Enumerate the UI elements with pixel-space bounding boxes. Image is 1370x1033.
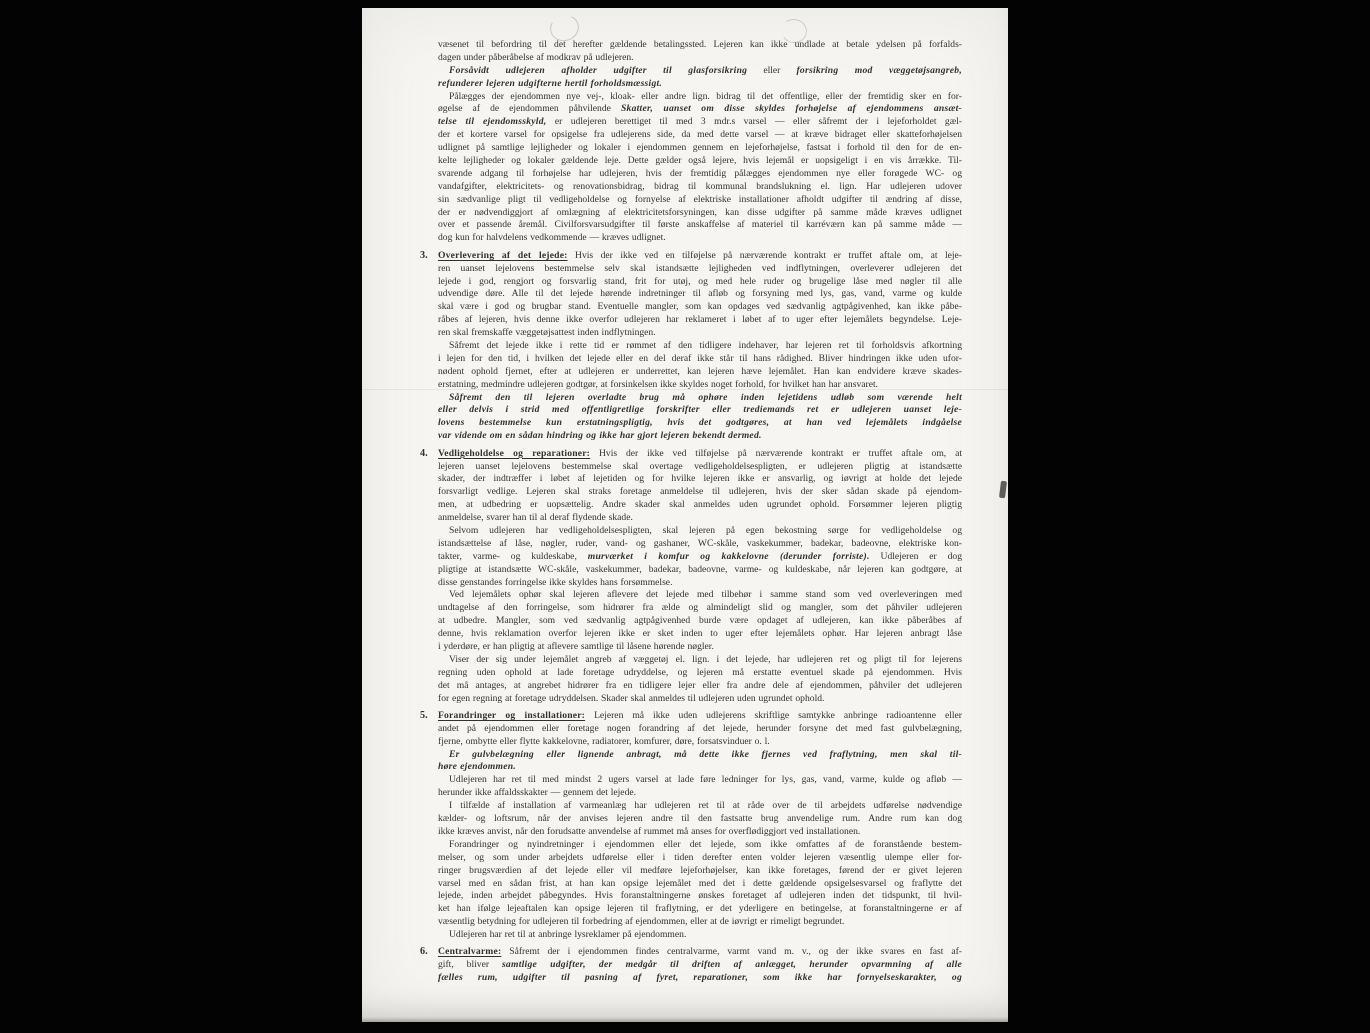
text-run: denne, hvis reklamation overfor lejeren ikke er sket inden to uger efter lejemålets ophør. Har lejeren anbragt låse: [438, 628, 962, 640]
text-line: [438, 564, 962, 577]
text-line: [438, 91, 962, 104]
text-line: [438, 761, 962, 774]
text-run: Pålægges der ejendommen nye vej-, kloak- eller andre lign. bidrag til det offentlige, eller der fremtidig sker en for-: [449, 90, 962, 102]
text-run: væsentlig betydning for udlejeren til forbedring af ejendommen, eller at de iøvrigt er rimeligt begrundet.: [438, 916, 845, 928]
text-line: [438, 641, 962, 654]
text-run: Ved lejemålets ophør skal lejeren aflevere det lejede med tilbehør i samme stand som ved overleveringen med: [449, 589, 962, 601]
text-line: [438, 116, 962, 129]
text-run: sin sædvanlige pligt til vedligeholdelse og fornyelse af elektriske installationer afholdt udgifter til ændring af disse,: [438, 193, 962, 205]
text-run: forsvarligt vedlige. Lejeren skal straks foretage anmeldelse til udlejeren, hvis der sker sådan skade på ejendom-: [438, 486, 962, 498]
text-run: melser, og som under arbejdets udførelse eller i tiden derefter enten volder lejeren væsentlig ulempe eller for-: [438, 851, 962, 863]
text-line: [438, 379, 962, 392]
text-line: [438, 615, 962, 628]
text-line: [438, 774, 962, 787]
text-line: [438, 219, 962, 232]
paragraph: [438, 654, 962, 706]
text-run: Forandringer og nyindretninger i ejendommen eller det lejede, som ikke omfattes af de foranstående bestem-: [449, 838, 962, 850]
emphasized-text-run: samtlige udgifter, der medgår til driften af anlægget, herunder opvarmning af alle: [501, 959, 962, 971]
emphasized-text-run: murværket i komfur og kakkelovne (derunder forriste).: [587, 550, 870, 562]
text-run: kelte lejligheder og lokaler gældende leje. Dette gælder også lejere, hvis lejemål er uopsigeligt i en vis årrække. Til-: [438, 155, 962, 167]
text-line: [438, 878, 962, 891]
clause-heading: Overlevering af det lejede:: [438, 249, 568, 261]
text-line: [438, 78, 962, 91]
text-run: anmeldelse, svarer han til al deraf flydende skade.: [438, 512, 633, 524]
text-run: udvendige døre. Alle til det lejede hørende indretninger til afløb og forsyning med lys, gas, vand, varme og kulde: [438, 288, 962, 300]
text-line: [438, 486, 962, 499]
emphasized-text-run: var vidende om en sådan hindring og ikke har gjort lejeren bekendt dermed.: [438, 430, 762, 442]
text-run: udlignet på samtlige lejligheder og lokaler i ejendommen gennem en lejeforhøjelse, fastsat i forhold til den for de en-: [438, 142, 962, 154]
emphasized-text-run: høre ejendommen.: [438, 761, 516, 773]
text-line: [438, 52, 962, 65]
text-line: [438, 155, 962, 168]
text-line: [438, 417, 962, 430]
text-run: pligtige at istandsætte WC-skåle, vaskekummer, badekar, badeovne, varme- og kuldeskabe, når lejeren kan godtgøre, at: [438, 563, 962, 575]
text-line: [438, 680, 962, 693]
text-line: [438, 736, 962, 749]
text-line: [438, 852, 962, 865]
text-line: [438, 181, 962, 194]
ink-smudge-right-edge: [999, 481, 1007, 499]
emphasized-text-run: eller delvis i strid med offentligretlige forskrifter eller trediemands ret er udlejeren uanset leje-: [438, 404, 962, 416]
text-run: disse genstandes forringelse ikke skyldes hans forsømmelse.: [438, 576, 673, 588]
text-run: ren skal fremskaffe væggetøjsattest inden indflytningen.: [438, 327, 656, 339]
emphasized-text-run: lovens bestemmelse kun erstatningspligtig, hvis det godtgøres, at han ved lejemålets indgåelse: [438, 417, 962, 429]
text-run: Selvom udlejeren har vedligeholdelsespligten, skal lejeren på egen bekostning sørge for vedligeholdelse og: [449, 524, 962, 536]
text-run: Udlejeren har ret til med mindst 2 ugers varsel at lade føre ledninger for lys, gas, vand, varme, kulde og afløb —: [449, 774, 962, 786]
text-run: andet på ejendommen eller foretage nogen forandring af det lejede, herunder forsyne det med fast gulvbelægning,: [438, 722, 962, 734]
text-line: [438, 461, 962, 474]
text-line: [438, 448, 962, 461]
text-line: [438, 366, 962, 379]
clause-number: 4.: [420, 447, 428, 459]
text-line: [438, 839, 962, 852]
text-line: [438, 723, 962, 736]
text-run: er udlejeren berettiget til med 3 mdr.s varsel — eller såfremt der i lejeforholdet gæl-: [546, 116, 962, 128]
text-run: Hvis der ikke ved en tilføjelse på nærværende kontrakt er truffet aftale om, at leje-: [567, 249, 962, 261]
emphasized-text-run: Er gulvbelægning eller lignende anbragt, må dette ikke fjernes ved fraflytning, men skal til-: [449, 748, 962, 760]
contract-clause: [420, 249, 962, 340]
text-line: [438, 65, 962, 78]
emphasized-text-run: forsikring mod væggetøjsangreb,: [796, 64, 962, 76]
contract-clause: [420, 709, 962, 749]
text-line: [438, 392, 962, 405]
text-run: undtagelse af den forringelse, som hidrører fra ælde og almindeligt slid og mangler, som det påhviler udlejeren: [438, 602, 962, 614]
text-line: [438, 826, 962, 839]
contract-clause: [420, 946, 962, 985]
text-run: eller: [747, 64, 797, 76]
emphasized-text-run: fælles rum, udgifter til pasning af fyret, reparationer, som ikke har fornyelseskarakter, og: [438, 972, 962, 984]
text-run: Udlejeren har ret til at anbringe lysreklamer på ejendommen.: [449, 929, 687, 941]
text-run: lejede, inden arbejdet påbegyndes. Hvis foranstaltningerne ønskes foretaget af udlejeren inden det tidspunkt, til hvil-: [438, 890, 962, 902]
text-line: [438, 628, 962, 641]
clause-number: 6.: [420, 946, 428, 958]
text-run: I tilfælde af installation af varmeanlæg har udlejeren ret til at råde over de til arbejdets udførelse nødvendige: [449, 800, 962, 812]
text-line: [438, 787, 962, 800]
text-run: ringer brugsværdien af det lejede eller vil medføre lejeforhøjelser, kan ikke foretages, førend der er givet lejeren: [438, 864, 962, 876]
paragraph: [438, 340, 962, 392]
text-run: herunder ikke affaldsskakter — gennem det lejede.: [438, 787, 637, 799]
text-run: lejeren uanset lejelovens bestemmelse skal overtage vedligeholdelsespligten, er udlejeren pligtig at istandsætte: [438, 460, 962, 472]
text-run: svarende adgang til forhøjelse har udlejeren, hvis der fremtidig pålægges ejendommen nye eller forøgede WC- og: [438, 167, 962, 179]
document-page: [362, 8, 1008, 1022]
text-run: væsenet til befordring til det herefter gældende betalingssted. Lejeren kan ikke undlade at betale ydelsen på forfalds-: [438, 39, 962, 50]
text-run: ren uanset lejelovens bestemmelse selv skal istandsætte lejligheden ved indflytningen, overleverer udlejeren det: [438, 262, 962, 274]
text-line: [438, 288, 962, 301]
text-run: lejede i god, rengjort og forsvarlig stand, frit for utøj, og med hele ruder og brugelige låse med nøgler til alle: [438, 275, 962, 287]
text-line: [438, 499, 962, 512]
text-run: øgelse af de ejendommen påhvilende: [438, 103, 621, 115]
paragraph: [438, 839, 962, 929]
text-line: [438, 168, 962, 181]
text-run: ket han ifølge lejeaftalen kan opsige lejeren til fraflytning, er det yderligere en betingelse, at foranstaltningerne er af: [438, 903, 962, 915]
text-line: [438, 142, 962, 155]
text-line: [438, 929, 962, 942]
text-run: dagen under påberåbelse af modkrav på udlejeren.: [438, 51, 634, 63]
text-run: gift, bliver: [438, 959, 502, 971]
text-line: [438, 577, 962, 590]
text-run: ikke kræves anvist, når den forudsatte anvendelse af rummet må anses for overflødiggjort ved installationen.: [438, 825, 861, 837]
text-line: [438, 276, 962, 289]
text-line: [438, 589, 962, 602]
emphasized-text-run: Skatter, uanset om disse skyldes forhøjelse af ejendommens ansæt-: [620, 103, 962, 115]
text-run: Hvis der ikke ved tilføjelse på nærværende kontrakt er truffet aftale om, at: [590, 447, 962, 459]
emphasized-text-run: Forsåvidt udlejeren afholder udgifter til glasforsikring: [449, 64, 748, 76]
text-run: at udbedre. Mangler, som ved sædvanlig agtpågivenhed burde være opdaget af udlejeren, kan ikke påberåbes af: [438, 615, 962, 627]
text-line: [438, 667, 962, 680]
clause-heading: Centralvarme:: [438, 946, 502, 958]
emphasis-paragraph: [438, 749, 962, 775]
text-run: regning uden ophold at lade foretage udryddelse, og lejeren må erstatte eventuel skade på ejendommen. Hvis: [438, 666, 962, 678]
text-run: råbes af lejeren, hvis denne ikke overfor udlejeren har reklameret i løbet af to uger efter lejemålets begyndelse. Leje-: [438, 314, 962, 326]
text-line: [438, 250, 962, 263]
text-run: dog kun for halvdelens vedkommende — kræves udlignet.: [438, 232, 666, 244]
text-run: erstatning, medmindre udlejeren godtgør, at forsinkelsen ikke skyldes noget forhold, for hvilket han har ansvaret.: [438, 378, 879, 390]
text-line: [438, 800, 962, 813]
text-line: [438, 865, 962, 878]
text-line: [438, 327, 962, 340]
text-line: [438, 551, 962, 564]
text-run: varsel med en sådan frist, at han kan opsige lejemålet med det i dette gældende opsigelsesvarsel og fraflytte det: [438, 877, 962, 889]
text-run: over et passende åremål. Civilforsvarsudgifter til første anskaffelse af materiel til karréværn kan på samme måde —: [438, 219, 962, 231]
text-line: [438, 430, 962, 443]
text-line: [438, 654, 962, 667]
text-run: takter, varme- og kuldeskabe,: [438, 550, 588, 562]
text-line: [438, 473, 962, 486]
paragraph: [438, 589, 962, 653]
text-line: [438, 340, 962, 353]
text-line: [438, 890, 962, 903]
text-line: [438, 525, 962, 538]
text-line: [438, 314, 962, 327]
text-line: [438, 959, 962, 972]
emphasized-text-run: refunderer lejeren udgifterne hertil forholdsmæssigt.: [438, 77, 663, 89]
emphasized-text-run: telse til ejendomsskyld,: [438, 116, 547, 128]
text-line: [438, 538, 962, 551]
text-line: [438, 232, 962, 245]
text-line: [438, 194, 962, 207]
text-line: [438, 946, 962, 959]
paragraph: [438, 91, 962, 246]
text-line: [438, 301, 962, 314]
contract-clause: [420, 447, 962, 525]
text-line: [438, 972, 962, 985]
text-run: skader, der indtræffer i løbet af lejetiden og for hvilke lejeren ikke er ansvarlig, og iøvrigt at holde det lejede: [438, 473, 962, 485]
text-line: [438, 404, 962, 417]
paragraph: [438, 525, 962, 589]
text-line: [438, 353, 962, 366]
text-run: istandsættelse af låse, nøgler, ruder, vand- og gashaner, WC-skåle, vaskekummer, badekar, badeovne, elektriske kon-: [438, 537, 962, 549]
continuation-paragraph: [438, 39, 962, 65]
text-run: Udlejeren er dog: [869, 550, 962, 562]
text-line: [438, 710, 962, 723]
text-run: vandafgifter, elektricitets- og renovationsbidrag, bidrag til kommunal brandslukning el. lign. Har udlejeren udover: [438, 180, 962, 192]
clause-heading: Vedligeholdelse og reparationer:: [438, 447, 591, 459]
document-body: [420, 39, 962, 985]
text-line: [438, 916, 962, 929]
text-line: [438, 39, 962, 52]
emphasized-text-run: Såfremt den til lejeren overladte brug må ophøre inden lejetidens udløb som værende helt: [449, 391, 962, 403]
paragraph: [438, 929, 962, 942]
text-run: i lejen for den tid, i hvilken det lejede eller en del deraf ikke står til hans rådighed. Bliver hindringen ikke uden ufor-: [438, 352, 962, 364]
text-run: for egen regning at foretage udryddelsen. Skader skal anmeldes til udlejeren uden ugrundet ophold.: [438, 692, 825, 704]
text-run: fjerne, ombytte eller flytte kakkelovne, radiatorer, komfurer, døre, forsatsvinduer o. l.: [438, 735, 770, 747]
text-line: [438, 903, 962, 916]
clause-heading: Forandringer og installationer:: [438, 709, 586, 721]
text-line: [438, 263, 962, 276]
text-line: [438, 512, 962, 525]
paragraph: [438, 774, 962, 800]
text-line: [438, 103, 962, 116]
text-run: skal være i god og brugbar stand. Eventuelle mangler, som kan opdages ved sædvanlig agtpågivenhed, kan ikke påbe-: [438, 301, 962, 313]
clause-number: 3.: [420, 249, 428, 261]
text-run: Såfremt det lejede ikke i rette tid er rømmet af den tidligere indehaver, har lejeren ret til forholdsvis afkortning: [449, 339, 962, 351]
paragraph: [438, 800, 962, 839]
text-run: Viser der sig under lejemålet angreb af væggetøj el. lign. i det lejede, har udlejeren ret og pligt til for lejerens: [449, 653, 962, 665]
text-run: kælder- og loftsrum, når der anvises lejeren andre til den fastsatte brug anvendelige rum. Andre rum kan dog: [438, 813, 962, 825]
text-line: [438, 749, 962, 762]
text-line: [438, 129, 962, 142]
text-run: der er nødvendiggjort af omlægning af elektricitetsforsyningen, kan disse udgifter på samme måde kræves udlignet: [438, 206, 962, 218]
text-line: [438, 813, 962, 826]
emphasis-paragraph: [438, 65, 962, 91]
text-line: [438, 693, 962, 706]
text-run: Lejeren må ikke uden udlejerens skriftlige samtykke anbringe radioantenne eller: [585, 709, 962, 721]
text-run: men, at udbedring er uopsættelig. Andre skader skal anmeldes uden ugrundet ophold. Forsømmer lejeren pligtig: [438, 499, 962, 511]
text-run: det må antages, at angrebet hidrører fra en tidligere lejer eller fra andre dele af ejendommen, påhviler det udlejeren: [438, 679, 962, 691]
text-run: Såfremt der i ejendommen findes centralvarme, varmt vand m. v., og der ikke svares en fast af-: [501, 946, 962, 958]
text-run: i yderdøre, er han pligtig at aflevere samtlige til låsene hørende nøgler.: [438, 640, 714, 652]
text-line: [438, 602, 962, 615]
text-line: [438, 207, 962, 220]
clause-number: 5.: [420, 709, 428, 721]
emphasis-paragraph: [438, 392, 962, 444]
text-run: der et kortere varsel for opsigelse fra udlejerens side, da med dette varsel — at kræve bidraget eller skatteforhøjelsen: [438, 129, 962, 141]
text-run: nødent ophold fjernet, efter at udlejeren er underrettet, kan lejeren hæve lejemålet. Han kan endvidere kræve skades-: [438, 365, 962, 377]
